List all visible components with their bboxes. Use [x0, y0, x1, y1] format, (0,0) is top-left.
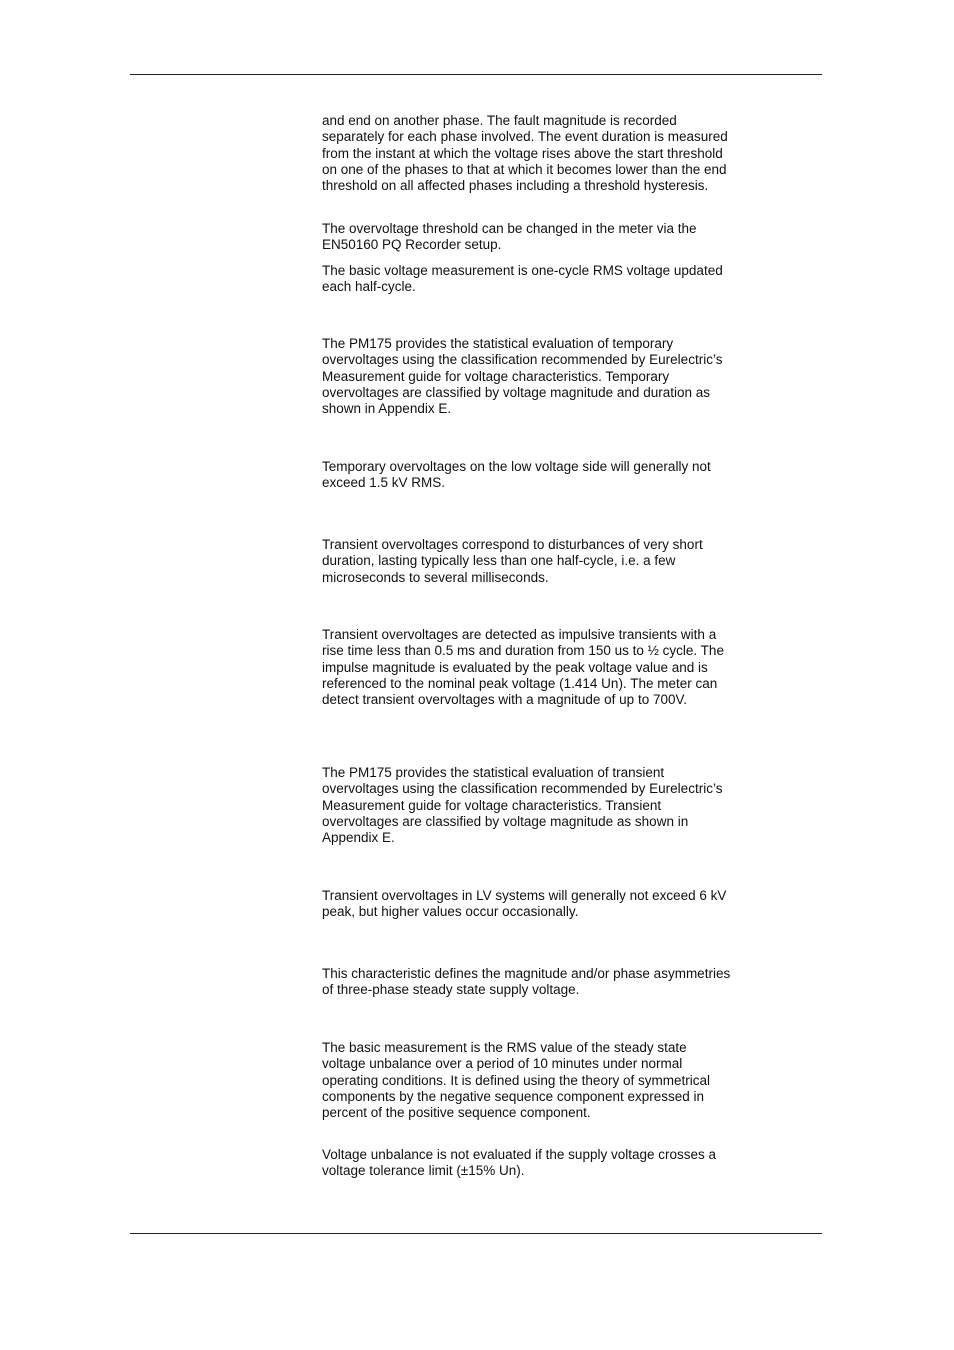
paragraph-basic-voltage-measurement: The basic voltage measurement is one-cycle RMS voltage updated each half-cycle.: [322, 263, 723, 295]
header-rule: [130, 74, 822, 75]
paragraph-temporary-overvoltage-limit: Temporary overvoltages on the low voltage side will generally not exceed 1.5 kV RMS.: [322, 459, 711, 491]
paragraph-unbalance-tolerance: Voltage unbalance is not evaluated if the supply voltage crosses a voltage tolerance limit (±15% Un).: [322, 1147, 717, 1179]
paragraph-fault-magnitude: and end on another phase. The fault magnitude is recorded separately for each phase involved. The event duration is measured from the instant at which the voltage rises above the start threshold on one of the phases to that at which it becomes lower than the end threshold on all affected phases including a threshold hysteresis.: [322, 113, 728, 194]
paragraph-unbalance-definition: This characteristic defines the magnitude and/or phase asymmetries of three-phase steady state supply voltage.: [322, 966, 731, 998]
paragraph-temporary-overvoltage-evaluation: The PM175 provides the statistical evaluation of temporary overvoltages using the classification recommended by Eurelectric’s Measurement guide for voltage characteristics. Temporary overvoltages are classified by voltage magnitude and duration as shown in Appendix E.: [322, 336, 723, 417]
paragraph-transient-overvoltage-detection: Transient overvoltages are detected as impulsive transients with a rise time less than 0.5 ms and duration from 150 us to ½ cycle. The impulse magnitude is evaluated by the peak voltage value and is referenced to the nominal peak voltage (1.414 Un). The meter can detect transient overvoltages with a magnitude of up to 700V.: [322, 627, 724, 708]
paragraph-overvoltage-threshold: The overvoltage threshold can be changed in the meter via the EN50160 PQ Recorder setup.: [322, 221, 697, 253]
paragraph-transient-overvoltage-evaluation: The PM175 provides the statistical evaluation of transient overvoltages using the classification recommended by Eurelectric’s Measurement guide for voltage characteristics. Transient overvoltages are classified by voltage magnitude as shown in Appendix E.: [322, 765, 723, 846]
footer-rule: [130, 1233, 822, 1234]
paragraph-unbalance-measurement: The basic measurement is the RMS value of the steady state voltage unbalance over a period of 10 minutes under normal operating conditions. It is defined using the theory of symmetrical components by the negative sequence component expressed in percent of the positive sequence component.: [322, 1040, 710, 1121]
paragraph-transient-overvoltage-definition: Transient overvoltages correspond to disturbances of very short duration, lasting typically less than one half-cycle, i.e. a few microseconds to several milliseconds.: [322, 537, 703, 585]
paragraph-transient-overvoltage-limit: Transient overvoltages in LV systems will generally not exceed 6 kV peak, but higher values occur occasionally.: [322, 888, 727, 920]
